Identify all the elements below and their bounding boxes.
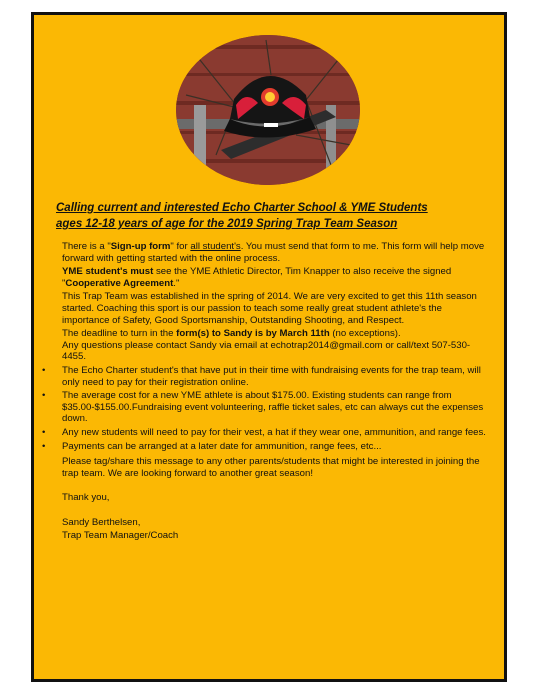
signup-paragraph — [62, 241, 492, 264]
deadline-date: form(s) to Sandy is by March 11th — [176, 328, 330, 340]
spacer — [62, 506, 492, 517]
trap-cap-photo — [176, 35, 360, 185]
deadline-paragraph — [62, 328, 492, 363]
share-paragraph: Please tag/share this message to any other parents/students that might be interested in joining the trap team. We are looking forward to another great season! — [62, 456, 480, 479]
signup-text-end: . You must send that form to me. This form will help move forward with getting started with the online process. — [62, 241, 485, 264]
closing-text: Thank you, — [62, 492, 110, 504]
headline-line-1: Calling current and interested Echo Charter School & YME Students — [56, 202, 428, 214]
list-item: • The average cost for a new YME athlete is about $175.00. Existing students can range from $35.00-$155.00.Fundraising event volunteering, raffle ticket sales, etc can always cut the expenses down. — [62, 390, 492, 425]
headline — [56, 200, 486, 232]
signup-text-mid: " for — [170, 241, 191, 252]
signup-form-label: Sign-up form — [110, 241, 171, 252]
list-item: • Any new students will need to pay for their vest, a hat if they wear one, ammunition, and range fees. — [62, 427, 492, 439]
list-item: • Payments can be arranged at a later date for ammunition, range fees, etc... — [62, 441, 492, 453]
deadline-text-start: The deadline to turn in the — [62, 328, 177, 340]
yme-students-label: YME student's must — [62, 266, 154, 278]
yme-text-end: ." — [173, 277, 180, 289]
headline-line-2: ages 12-18 years of age for the 2019 Spring Trap Team Season — [56, 218, 398, 230]
signature-name: Sandy Berthelsen, — [62, 516, 141, 528]
spacer — [62, 481, 492, 492]
signup-text-start: There is a " — [62, 241, 111, 252]
info-bullet-list — [62, 365, 492, 452]
established-paragraph: This Trap Team was established in the spring of 2014. We are very excited to get this 11th season started. Coaching this sport is our passion to teach some really great student athlete's the importance of Safety, Good Sportsmanship, Outstanding Shooting, and Respect. — [62, 291, 477, 326]
signature-title: Trap Team Manager/Coach — [62, 530, 179, 542]
body-text — [62, 241, 492, 544]
cooperative-agreement-label: Cooperative Agreement — [65, 277, 174, 289]
flyer — [31, 12, 507, 682]
deadline-text-end: (no exceptions). — [329, 328, 401, 340]
list-item: • The Echo Charter student's that have put in their time with fundraising events for the trap team, will only need to pay for their registration online. — [62, 365, 492, 388]
yme-paragraph — [62, 266, 492, 289]
contact-text: Any questions please contact Sandy via email at echotrap2014@gmail.com or call/text 507-530-4455. — [62, 339, 471, 363]
yme-text: see the YME Athletic Director, Tim Knapper to also receive the signed " — [62, 266, 452, 289]
all-students-text: all student's — [190, 241, 241, 252]
